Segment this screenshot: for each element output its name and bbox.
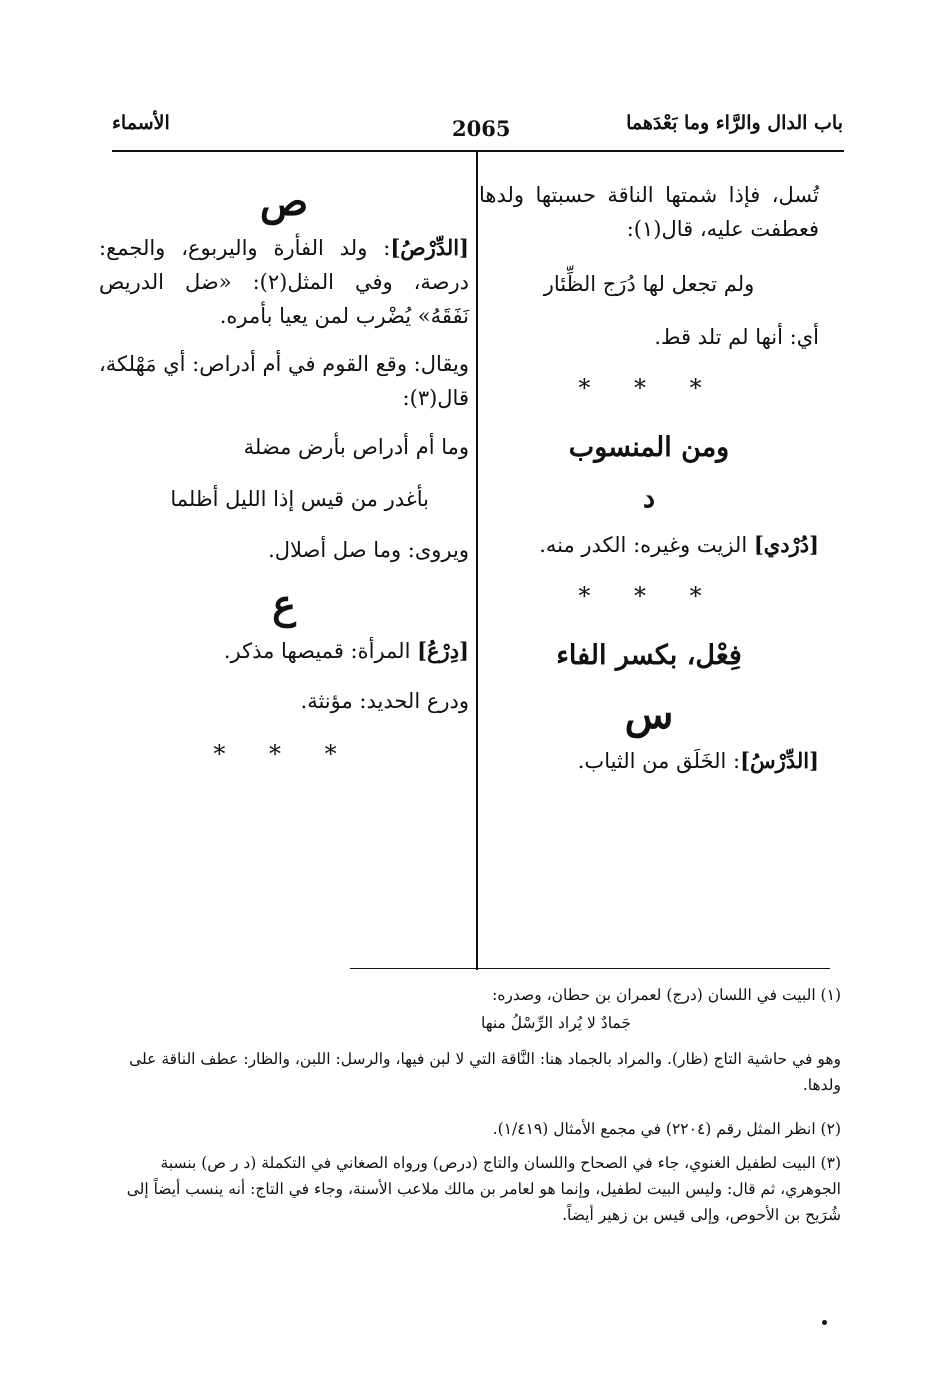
- letter-heading: د: [642, 483, 656, 514]
- entry-headword: [الدِّرْصُ]: [390, 235, 469, 260]
- text-paragraph: تُسل، فإذا شمتها الناقة حسبتها ولدها فعطفت عليه، قال(١):: [479, 183, 819, 241]
- footnote-3: (٣) البيت لطفيل الغنوي، جاء في الصحاح واللسان والتاج (درص) ورواه الصغاني في التكملة (د ر ص) بنسبة الجوهري، ثم قال: وليس البيت لطفيل، وإنما هو لعامر بن مالك ملاعب الأسنة، وجاء في التاج: أنه ينسب أيضاً إلى شُرَيح بن الأحوص، وإلى قيس بن زهير أيضاً.: [126, 1154, 841, 1224]
- dictionary-entry: [99, 231, 469, 333]
- dictionary-entry: [479, 744, 819, 778]
- letter-heading: س: [624, 691, 674, 738]
- section-separator: * * *: [578, 582, 720, 610]
- section-separator: * * *: [213, 740, 355, 768]
- entry-headword: [دِرْعُ]: [417, 638, 469, 663]
- header-rule: [112, 150, 844, 152]
- section-heading: فِعْل، بكسر الفاء: [556, 640, 742, 671]
- letter-heading: ص: [259, 178, 309, 225]
- text-paragraph: ويقال: وقع القوم في أم أدراص: أي مَهْلكة، قال(٣):: [99, 352, 469, 410]
- verse-line: ولم تجعل لها دُرَج الظِّئار: [543, 272, 755, 296]
- running-header-section: الأسماء: [112, 112, 170, 134]
- text-paragraph: ويروى: وما صل أصلال.: [268, 538, 469, 562]
- entry-definition: : ولد الفأرة واليربوع، والجمع: درصة، وفي المثل(٢): «ضل الدريص نَفَقَهُ» يُضْرب لمن يعيا بأمره.: [99, 236, 469, 328]
- page-number: 2065: [452, 116, 511, 141]
- footnote-1-note: وهو في حاشية التاج (ظار). والمراد بالجماد هنا: النَّاقة التي لا لبن فيها، والرسل: اللبن، والظار: عطف الناقة على ولدها.: [129, 1050, 841, 1094]
- entry-definition: الزيت وغيره: الكدر منه.: [539, 533, 748, 557]
- entry-headword: [دُرْدي]: [753, 532, 819, 557]
- entry-definition: : الخَلَق من الثياب.: [577, 749, 741, 773]
- letter-heading: ع: [272, 581, 296, 628]
- running-header-chapter: باب الدال والرَّاء وما بَعْدَهما: [626, 112, 843, 134]
- section-heading: ومن المنسوب: [568, 432, 730, 463]
- section-separator: * * *: [578, 374, 720, 402]
- left-column: [99, 178, 469, 768]
- footnote-2: (٢) انظر المثل رقم (٢٢٠٤) في مجمع الأمثال (١/٤١٩).: [492, 1120, 841, 1138]
- dictionary-entry: [479, 528, 819, 562]
- entry-headword: [الدِّرْسُ]: [740, 748, 819, 773]
- entry-definition: المرأة: قميصها مذكر.: [223, 639, 411, 663]
- footnote-1: (١) البيت في اللسان (درج) لعمران بن حطان، وصدره:: [492, 986, 841, 1004]
- footnote-1-verse: جَمادٌ لا يُراد الرِّسْلُ منها: [481, 1014, 631, 1032]
- text-paragraph: ودرع الحديد: مؤنثة.: [300, 689, 469, 713]
- verse-line: بأغدر من قيس إذا الليل أظلما: [170, 487, 429, 511]
- text-paragraph: أي: أنها لم تلد قط.: [654, 325, 819, 349]
- right-column: [479, 178, 819, 778]
- dictionary-entry: [99, 634, 469, 668]
- column-divider: [476, 152, 478, 970]
- verse-line: وما أم أدراص بأرض مضلة: [243, 435, 469, 459]
- page-mark: [822, 1320, 827, 1325]
- footnote-rule: [350, 968, 830, 969]
